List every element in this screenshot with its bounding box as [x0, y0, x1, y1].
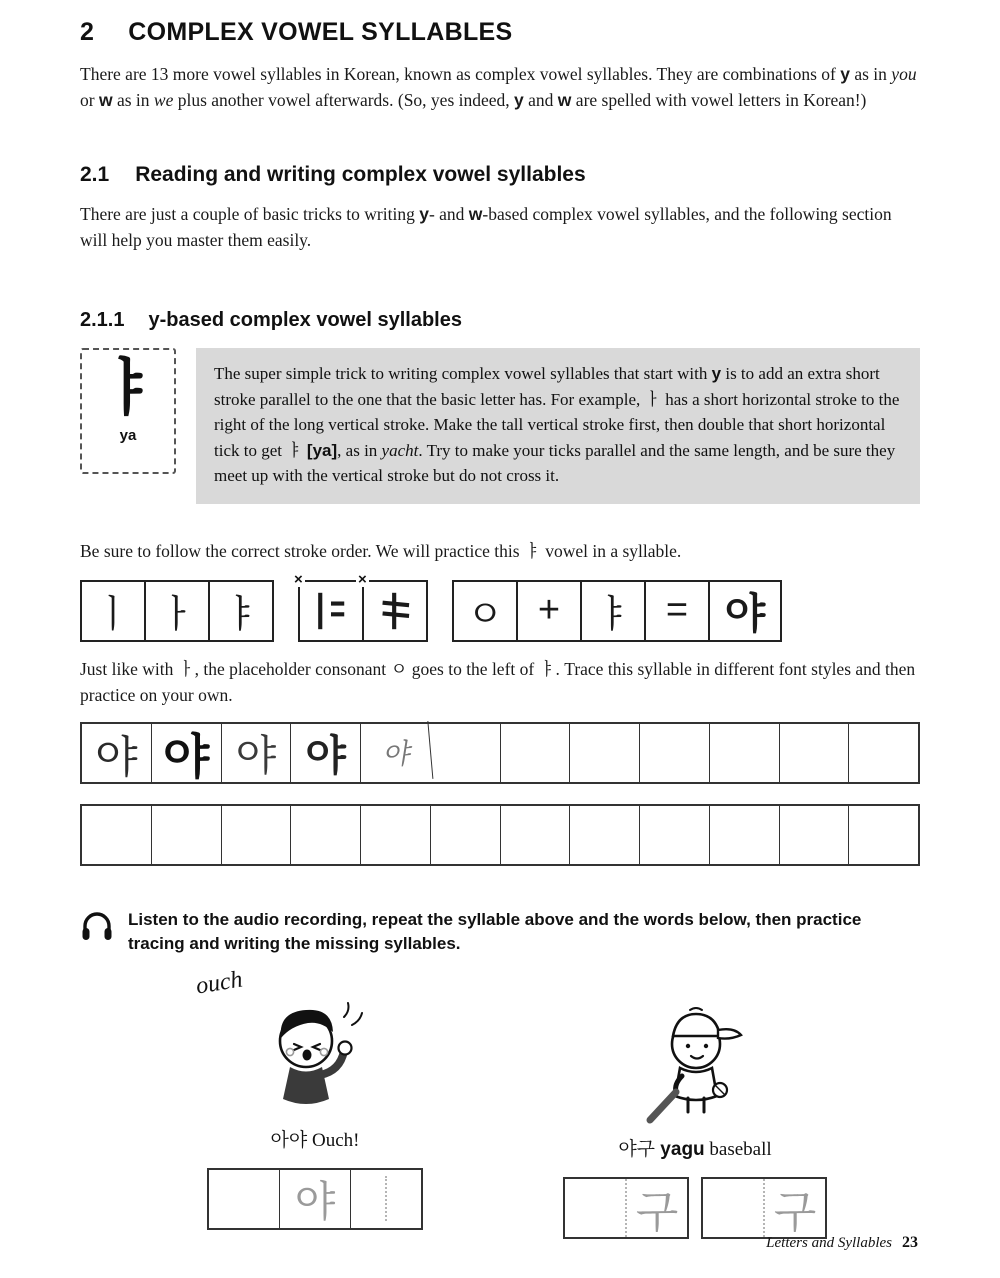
- tip-row: [80, 348, 920, 504]
- trace-grid-row-2: [80, 804, 920, 866]
- stroke-order-row: [80, 570, 920, 642]
- practice-half-trace-gu: 구: [763, 1179, 825, 1237]
- equation-result: 야: [724, 589, 766, 637]
- trace-note: Just like with ㅏ, the placeholder consonant ㅇ goes to the left of ㅑ. Trace this syllable in different font styles and then practice on your own.: [80, 658, 916, 705]
- plus-sign: +: [518, 582, 582, 640]
- practice-box-yagu-2: [701, 1177, 827, 1239]
- practice-strip-ouch: [207, 1168, 423, 1230]
- incorrect-ya-detached-icon: [307, 587, 355, 635]
- chapter-heading: [80, 18, 920, 47]
- subsection-heading: [80, 309, 920, 332]
- subsection-title: y-based complex vowel syllables: [148, 309, 462, 331]
- boy-ouch-illustration: [240, 993, 390, 1115]
- word-block-baseball: [530, 970, 860, 1239]
- running-title: Letters and Syllables: [766, 1235, 892, 1251]
- section-heading: [80, 163, 920, 187]
- letter-ya-glyph: ㅑ: [98, 354, 158, 423]
- page-number: 23: [902, 1234, 918, 1251]
- trace-cell: [431, 724, 501, 782]
- word-block-ouch: [150, 966, 480, 1239]
- practice-cell-trace-ya: 야: [280, 1170, 351, 1228]
- letter-romanization: ya: [119, 427, 137, 445]
- practice-cell-empty: [351, 1170, 421, 1228]
- trace-cell: [849, 724, 918, 782]
- trace-cell: 야: [359, 721, 434, 785]
- trace-cell: [152, 806, 222, 864]
- trace-cell: [640, 724, 710, 782]
- trace-grid-row-1: [80, 722, 920, 784]
- trace-cell: [82, 806, 152, 864]
- trace-cell: [222, 806, 292, 864]
- section-number: 2.1: [80, 163, 110, 186]
- cross-icon: ×: [358, 570, 367, 588]
- audio-instruction-text: Listen to the audio recording, repeat the syllable above and the words below, then practice tracing and writing the missing syllables.: [128, 909, 862, 953]
- practice-cell-empty: [209, 1170, 280, 1228]
- section-title: Reading and writing complex vowel syllables: [135, 163, 586, 186]
- equation-vowel: ㅑ: [582, 582, 646, 640]
- word-caption-baseball: 야구 yagu baseball: [618, 1138, 772, 1160]
- trace-cell: [361, 806, 431, 864]
- page-footer: [766, 1234, 918, 1252]
- intro-paragraph: There are 13 more vowel syllables in Korean, known as complex vowel syllables. They are combinations of y as in you or w as in we plus another vowel afterwards. (So, yes indeed, y and w are spelled with vowel letters in Korean!): [80, 64, 917, 110]
- baseball-kid-illustration: [620, 998, 770, 1124]
- trace-cell: 야: [291, 724, 361, 782]
- chapter-title: COMPLEX VOWEL SYLLABLES: [128, 18, 513, 46]
- trace-cell: [501, 806, 571, 864]
- trace-cell: [570, 806, 640, 864]
- trace-cell: [640, 806, 710, 864]
- cross-icon: ×: [294, 570, 303, 588]
- stroke-step-1: ㅣ: [82, 582, 146, 640]
- headphones-icon: [80, 910, 114, 942]
- dotted-guide-line: [385, 1176, 387, 1221]
- stroke-order-note: Be sure to follow the correct stroke order. We will practice this ㅑ vowel in a syllable.: [80, 540, 682, 561]
- incorrect-examples: [294, 570, 428, 642]
- audio-instruction-row: [80, 908, 920, 956]
- trace-cell: 야: [222, 724, 292, 782]
- trace-cell: [501, 724, 571, 782]
- subsection-number: 2.1.1: [80, 309, 125, 331]
- trace-cell: [710, 806, 780, 864]
- practice-half-empty: [703, 1179, 763, 1237]
- trace-cell: 야: [152, 724, 222, 782]
- vocabulary-row: [80, 966, 920, 1239]
- incorrect-ya-detached: [294, 570, 364, 640]
- syllable-equation: [452, 580, 782, 642]
- chapter-number: 2: [80, 18, 95, 46]
- word-caption-ouch: 아야 Ouch!: [270, 1129, 360, 1151]
- practice-box-yagu-1: [563, 1177, 689, 1239]
- section-intro-paragraph: There are just a couple of basic tricks to writing y- and w-based complex vowel syllables, and the following section will help you master them easily.: [80, 204, 892, 250]
- stroke-order-steps: [80, 580, 274, 642]
- trace-cell: [780, 806, 850, 864]
- stroke-step-3: ㅑ: [222, 594, 260, 636]
- trace-cell: 야: [82, 724, 152, 782]
- tip-box-text: The super simple trick to writing complex vowel syllables that start with y is to add an extra short stroke parallel to the one that the basic letter has. For example, ㅏ has a short horizontal stroke to the right of the long vertical stroke. Make the tall vertical stroke first, then double that short horizontal tick to get ㅑ [ya], as in yacht. Try to make your ticks parallel and the same length, and be sure they meet up with the vertical stroke but do not cross it.: [196, 348, 920, 504]
- trace-cell: [710, 724, 780, 782]
- letter-card: [80, 348, 176, 474]
- practice-half-empty: [565, 1179, 625, 1237]
- trace-cell: [570, 724, 640, 782]
- incorrect-ya-crossing-icon: [371, 587, 419, 635]
- trace-cell: [780, 724, 850, 782]
- practice-strip-baseball: [563, 1177, 827, 1239]
- equation-consonant: ㅇ: [454, 582, 518, 640]
- trace-cell: [431, 806, 501, 864]
- trace-cell: [291, 806, 361, 864]
- speech-bubble-text: ouch: [194, 966, 245, 999]
- incorrect-ya-crossing: [358, 570, 426, 640]
- trace-cell: [849, 806, 918, 864]
- stroke-step-2: ㅏ: [146, 582, 210, 640]
- equals-sign: =: [646, 582, 710, 640]
- practice-half-trace-gu: 구: [625, 1179, 687, 1237]
